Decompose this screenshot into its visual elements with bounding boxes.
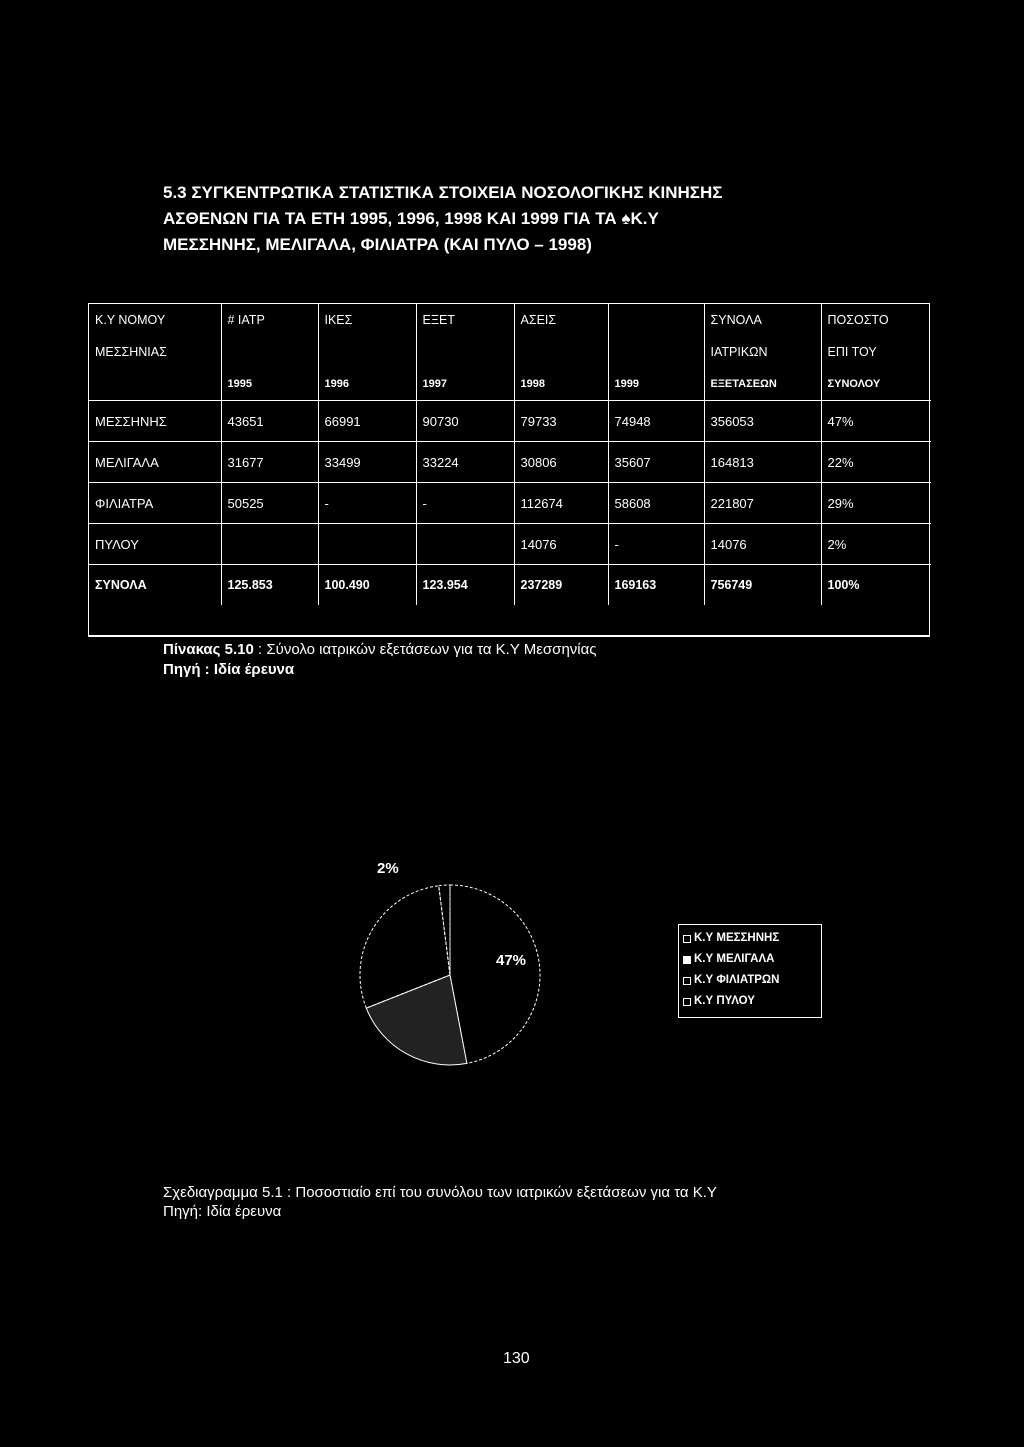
- table-cell: 1997: [416, 368, 514, 401]
- legend-item-meligalas: [683, 949, 817, 970]
- table-cell: 31677: [221, 442, 318, 483]
- table-row: [89, 524, 931, 565]
- table-cell: 237289: [514, 565, 608, 606]
- table-cell: ΙΚΕΣ: [318, 304, 416, 336]
- chart-caption-title: Σχεδιαγραμμα 5.1 : Ποσοστιαίο επί του συνόλου των ιατρικών εξετάσεων για τα Κ.Υ: [163, 1184, 717, 1201]
- table-cell: 47%: [821, 401, 931, 442]
- table-cell: [416, 336, 514, 368]
- table-cell: ΦΙΛΙΑΤΡΑ: [89, 483, 221, 524]
- table-cell: ΜΕΛΙΓΑΛΑ: [89, 442, 221, 483]
- legend-swatch-outline: [683, 998, 691, 1006]
- legend-item-pylos: [683, 991, 817, 1012]
- table-caption-separator: :: [253, 641, 267, 658]
- table-cell: 33224: [416, 442, 514, 483]
- heading-line-1: 5.3 ΣΥΓΚΕΝΤΡΩΤΙΚΑ ΣΤΑΤΙΣΤΙΚΑ ΣΤΟΙΧΕΙΑ ΝΟΣΟΛΟΓΙΚΗΣ ΚΙΝΗΣΗΣ: [163, 183, 723, 202]
- table-cell: 169163: [608, 565, 704, 606]
- table-caption-label: Πίνακας 5.10: [163, 641, 254, 658]
- table-caption-source: Πηγή : Ιδία έρευνα: [163, 661, 295, 678]
- table-cell: 356053: [704, 401, 821, 442]
- heading-line-2: ΑΣΘΕΝΩΝ ΓΙΑ ΤΑ ΕΤΗ 1995, 1996, 1998 ΚΑΙ 1999 ΓΙΑ ΤΑ ♠Κ.Υ: [163, 209, 659, 228]
- table-cell: ΕΠΙ ΤΟΥ: [821, 336, 931, 368]
- table-header-row: [89, 304, 931, 336]
- table-cell: [318, 524, 416, 565]
- legend-swatch-outline: [683, 977, 691, 985]
- table-cell: 2%: [821, 524, 931, 565]
- table-cell: [318, 336, 416, 368]
- table-cell: 74948: [608, 401, 704, 442]
- table-cell: -: [608, 524, 704, 565]
- table-cell: [221, 336, 318, 368]
- table-cell: 14076: [704, 524, 821, 565]
- table-cell: Κ.Υ ΝΟΜΟΥ: [95, 313, 166, 327]
- page-number: 130: [503, 1350, 530, 1367]
- table-cell: ΜΕΣΣΗΝΙΑΣ: [95, 345, 167, 359]
- legend-label: Κ.Υ ΜΕΣΣΗΝΗΣ: [694, 932, 780, 944]
- table-cell: 1995: [221, 368, 318, 401]
- table-cell: -: [416, 483, 514, 524]
- table-row: [89, 442, 931, 483]
- chart-legend: [678, 924, 822, 1018]
- table-cell: ΣΥΝΟΛΟΥ: [821, 368, 931, 401]
- table-cell: ΕΞΕΤ: [416, 304, 514, 336]
- table-header-row: [89, 368, 931, 401]
- data-label-2pct: 2%: [377, 860, 399, 877]
- legend-item-messini: [683, 928, 817, 949]
- table-cell: [89, 368, 221, 401]
- table-cell: 1999: [608, 368, 704, 401]
- table-cell: [608, 304, 704, 336]
- table-cell: [221, 524, 318, 565]
- table-cell: 43651: [221, 401, 318, 442]
- table-row: [89, 483, 931, 524]
- table-cell: ΠΟΣΟΣΤΟ: [821, 304, 931, 336]
- table-cell: 33499: [318, 442, 416, 483]
- legend-label: Κ.Υ ΜΕΛΙΓΑΛΑ: [694, 953, 775, 965]
- table-cell: ΜΕΣΣΗΝΗΣ: [89, 401, 221, 442]
- table-cell: 164813: [704, 442, 821, 483]
- table-caption: [163, 640, 597, 680]
- legend-label: Κ.Υ ΠΥΛΟΥ: [694, 995, 755, 1007]
- table-cell: 123.954: [416, 565, 514, 606]
- pie-slice: [450, 885, 540, 1063]
- table-cell: ΕΞΕΤΑΣΕΩΝ: [704, 368, 821, 401]
- statistics-table: [89, 304, 931, 605]
- data-label-47pct: 47%: [496, 952, 527, 969]
- table-cell: ΙΑΤΡΙΚΩΝ: [704, 336, 821, 368]
- table-cell: [514, 336, 608, 368]
- section-heading: [163, 180, 863, 258]
- legend-label: Κ.Υ ΦΙΛΙΑΤΡΩΝ: [694, 974, 780, 986]
- table-cell: 125.853: [221, 565, 318, 606]
- chart-caption-source: Πηγή: Ιδία έρευνα: [163, 1203, 282, 1220]
- table-cell: ΣΥΝΟΛΑ: [704, 304, 821, 336]
- table-total-row: [89, 565, 931, 606]
- legend-swatch-filled: [683, 956, 691, 964]
- chart-caption: [163, 1183, 717, 1221]
- table-cell: 90730: [416, 401, 514, 442]
- table-cell: ΑΣΕΙΣ: [514, 304, 608, 336]
- table-cell: 79733: [514, 401, 608, 442]
- table-row: [89, 401, 931, 442]
- table-cell: 35607: [608, 442, 704, 483]
- table-cell: 100%: [821, 565, 931, 606]
- table-cell: 756749: [704, 565, 821, 606]
- table-header-row: [89, 336, 931, 368]
- table-cell: 1998: [514, 368, 608, 401]
- table-cell: -: [318, 483, 416, 524]
- table-cell: 29%: [821, 483, 931, 524]
- table-cell: 100.490: [318, 565, 416, 606]
- table-cell: ΣΥΝΟΛΑ: [95, 578, 147, 592]
- legend-swatch-outline: [683, 935, 691, 943]
- table-cell: 58608: [608, 483, 704, 524]
- table-cell: ΠΥΛΟΥ: [89, 524, 221, 565]
- table-cell: # ΙΑΤΡ: [221, 304, 318, 336]
- statistics-table-container: [88, 303, 930, 637]
- heading-line-3: ΜΕΣΣΗΝΗΣ, ΜΕΛΙΓΑΛΑ, ΦΙΛΙΑΤΡΑ (ΚΑΙ ΠΥΛΟ – 1998): [163, 235, 592, 254]
- table-cell: 22%: [821, 442, 931, 483]
- table-cell: [416, 524, 514, 565]
- table-cell: 221807: [704, 483, 821, 524]
- table-cell: 112674: [514, 483, 608, 524]
- table-cell: 30806: [514, 442, 608, 483]
- legend-item-filiatra: [683, 970, 817, 991]
- table-cell: 14076: [514, 524, 608, 565]
- table-cell: 50525: [221, 483, 318, 524]
- table-caption-text: Σύνολο ιατρικών εξετάσεων για τα Κ.Υ Μεσσηνίας: [266, 641, 597, 658]
- table-cell: [608, 336, 704, 368]
- table-cell: 66991: [318, 401, 416, 442]
- table-cell: 1996: [318, 368, 416, 401]
